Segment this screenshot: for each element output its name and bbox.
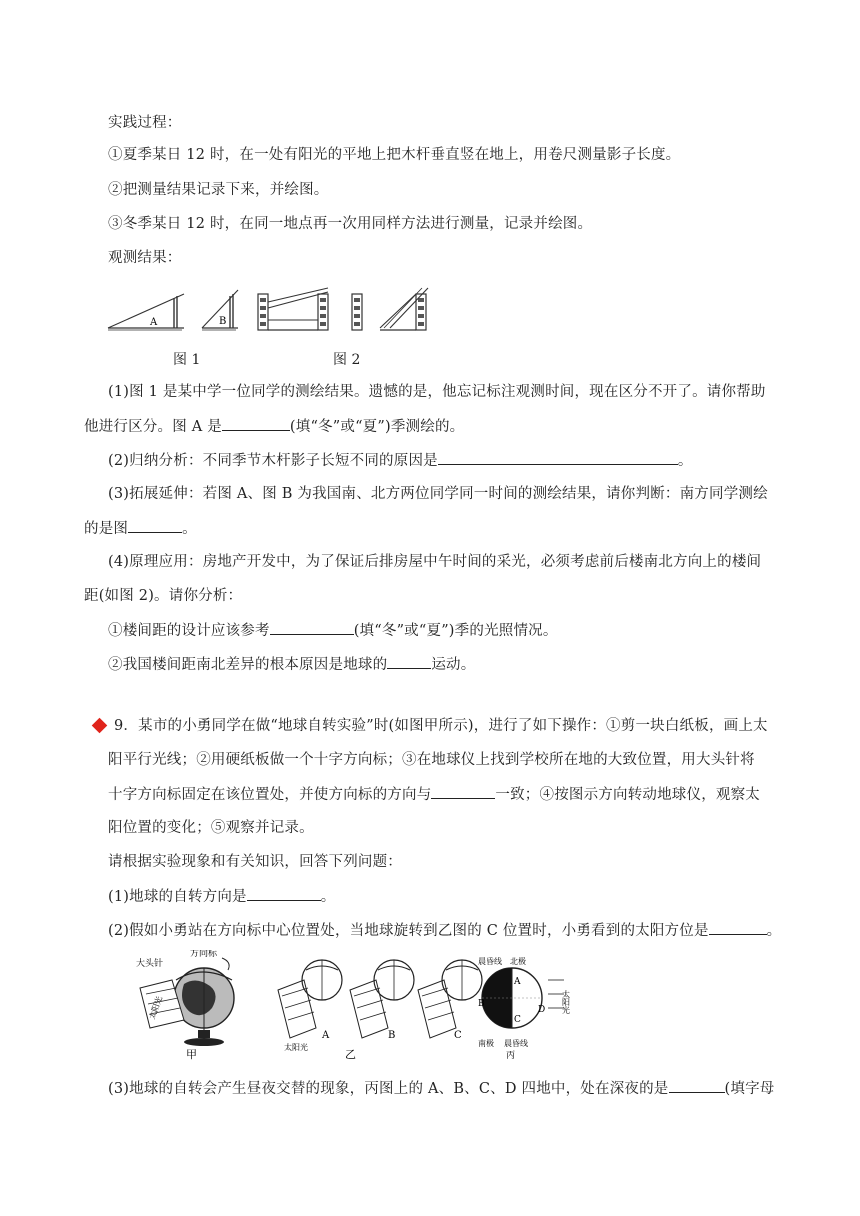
q9-question1: (1)地球的自转方向是 。 [108,886,335,907]
figure-2-buildings-winter [258,288,328,330]
q9-question2: (2)假如小勇站在方向标中心位置处，当地球旋转到乙图的 C 位置时，小勇看到的太阳方位是 。 [108,920,781,941]
answer-blank-8[interactable] [709,920,767,935]
step-3: ③冬季某日 12 时，在同一地点再一次用同样方法进行测量，记录并绘图。 [108,216,593,232]
q8-part4-line2: 距(如图 2)。请你分析： [84,588,243,604]
earth-rotation-figures [132,950,578,1060]
answer-blank-3[interactable] [128,518,182,533]
results-header: 观测结果： [108,250,182,266]
q9-line3: 十字方向标固定在该位置处，并使方向标的方向与 一致；④按图示方向转动地球仪，观察太 [108,784,760,805]
yi-panel-c [418,960,482,1041]
yi-caption: 乙 [345,1048,356,1060]
step-1: ①夏季某日 12 时，在一处有阳光的平地上把木杆垂直竖在地上，用卷尺测量影子长度。 [108,147,681,163]
figure-jia [136,950,234,1060]
q9-line1: 9．某市的小勇同学在做“地球自转实验”时(如图甲所示)，进行了如下操作：①剪一块白纸板，画上太 [114,718,768,734]
yi-point-a: A [322,1030,330,1041]
bing-terminator-bottom: 晨昏线 [504,1039,528,1048]
bing-caption: 丙 [506,1051,516,1060]
answer-blank-6[interactable] [431,784,495,799]
figure-1-caption: 图 1 [173,352,201,368]
step-2: ②把测量结果记录下来，并绘图。 [108,182,329,198]
bing-terminator-top: 晨昏线 [478,957,502,966]
answer-blank-2[interactable] [438,450,678,465]
yi-panel-b [350,960,414,1041]
answer-blank-7[interactable] [247,886,321,901]
q8-part1-line1: (1)图 1 是某中学一位同学的测绘结果。遗憾的是，他忘记标注观测时间，现在区分不开了。请你帮助 [108,384,766,400]
bing-point-b: B [478,999,485,1009]
q9-intro: 请根据实验现象和有关知识，回答下列问题： [108,854,402,870]
figure-2-buildings-summer [380,288,428,330]
practice-header: 实践过程： [108,115,182,131]
figure-a [108,294,184,330]
figure-b-label: B [219,316,227,327]
figure-b [202,290,238,330]
yi-point-c: C [454,1030,462,1041]
jia-pin-label: 大头针 [136,959,164,969]
bing-light-label: 太阳光 [561,990,571,1014]
shadow-figures [104,284,444,336]
q8-part3-line2: 的是图 。 [84,518,197,539]
figure-2-caption: 图 2 [333,352,361,368]
q8-part4-sub1: ①楼间距的设计应该参考 (填“冬”或“夏”)季的光照情况。 [108,620,558,641]
figure-2-building-single [352,294,362,330]
answer-blank-5[interactable] [387,654,431,669]
q8-part1-line2: 他进行区分。图 A 是 (填“冬”或“夏”)季测绘的。 [84,416,464,437]
q9-line2: 阳平行光线；②用硬纸板做一个十字方向标；③在地球仪上找到学校所在地的大致位置，用大头针将 [108,752,755,768]
figure-a-label: A [150,317,158,328]
question-marker-icon [92,718,108,734]
figure-bing [478,956,571,1060]
bing-point-a: A [514,977,521,987]
answer-blank-9[interactable] [669,1078,725,1093]
figure-yi [278,960,482,1060]
bing-point-d: D [538,1005,546,1015]
q8-part3-line1: (3)拓展延伸：若图 A、图 B 为我国南、北方两位同学同一时间的测绘结果，请你判断：南方同学测绘 [108,486,768,502]
bing-point-c: C [514,1015,521,1025]
yi-panel-a [278,960,342,1041]
q8-part4-sub2: ②我国楼间距南北差异的根本原因是地球的 运动。 [108,654,475,675]
yi-light-label: 太阳光 [284,1043,308,1052]
answer-blank-1[interactable] [222,416,290,431]
q8-part4-line1: (4)原理应用：房地产开发中，为了保证后排房屋中午时间的采光，必须考虑前后楼南北方向上的楼间 [108,554,762,570]
jia-sign-label: 方向标 [190,950,218,959]
bing-south-pole: 南极 [478,1039,494,1048]
q8-part2: (2)归纳分析：不同季节木杆影子长短不同的原因是 。 [108,450,693,471]
bing-north-pole: 北极 [510,957,526,966]
jia-light-label: 太阳光 [147,995,165,1021]
q9-line4: 阳位置的变化；⑤观察并记录。 [108,820,314,836]
answer-blank-4[interactable] [270,620,354,635]
jia-caption: 甲 [186,1048,197,1060]
yi-point-b: B [388,1030,396,1041]
q9-question3: (3)地球的自转会产生昼夜交替的现象，丙图上的 A、B、C、D 四地中，处在深夜的是 (填字母 [108,1078,774,1099]
